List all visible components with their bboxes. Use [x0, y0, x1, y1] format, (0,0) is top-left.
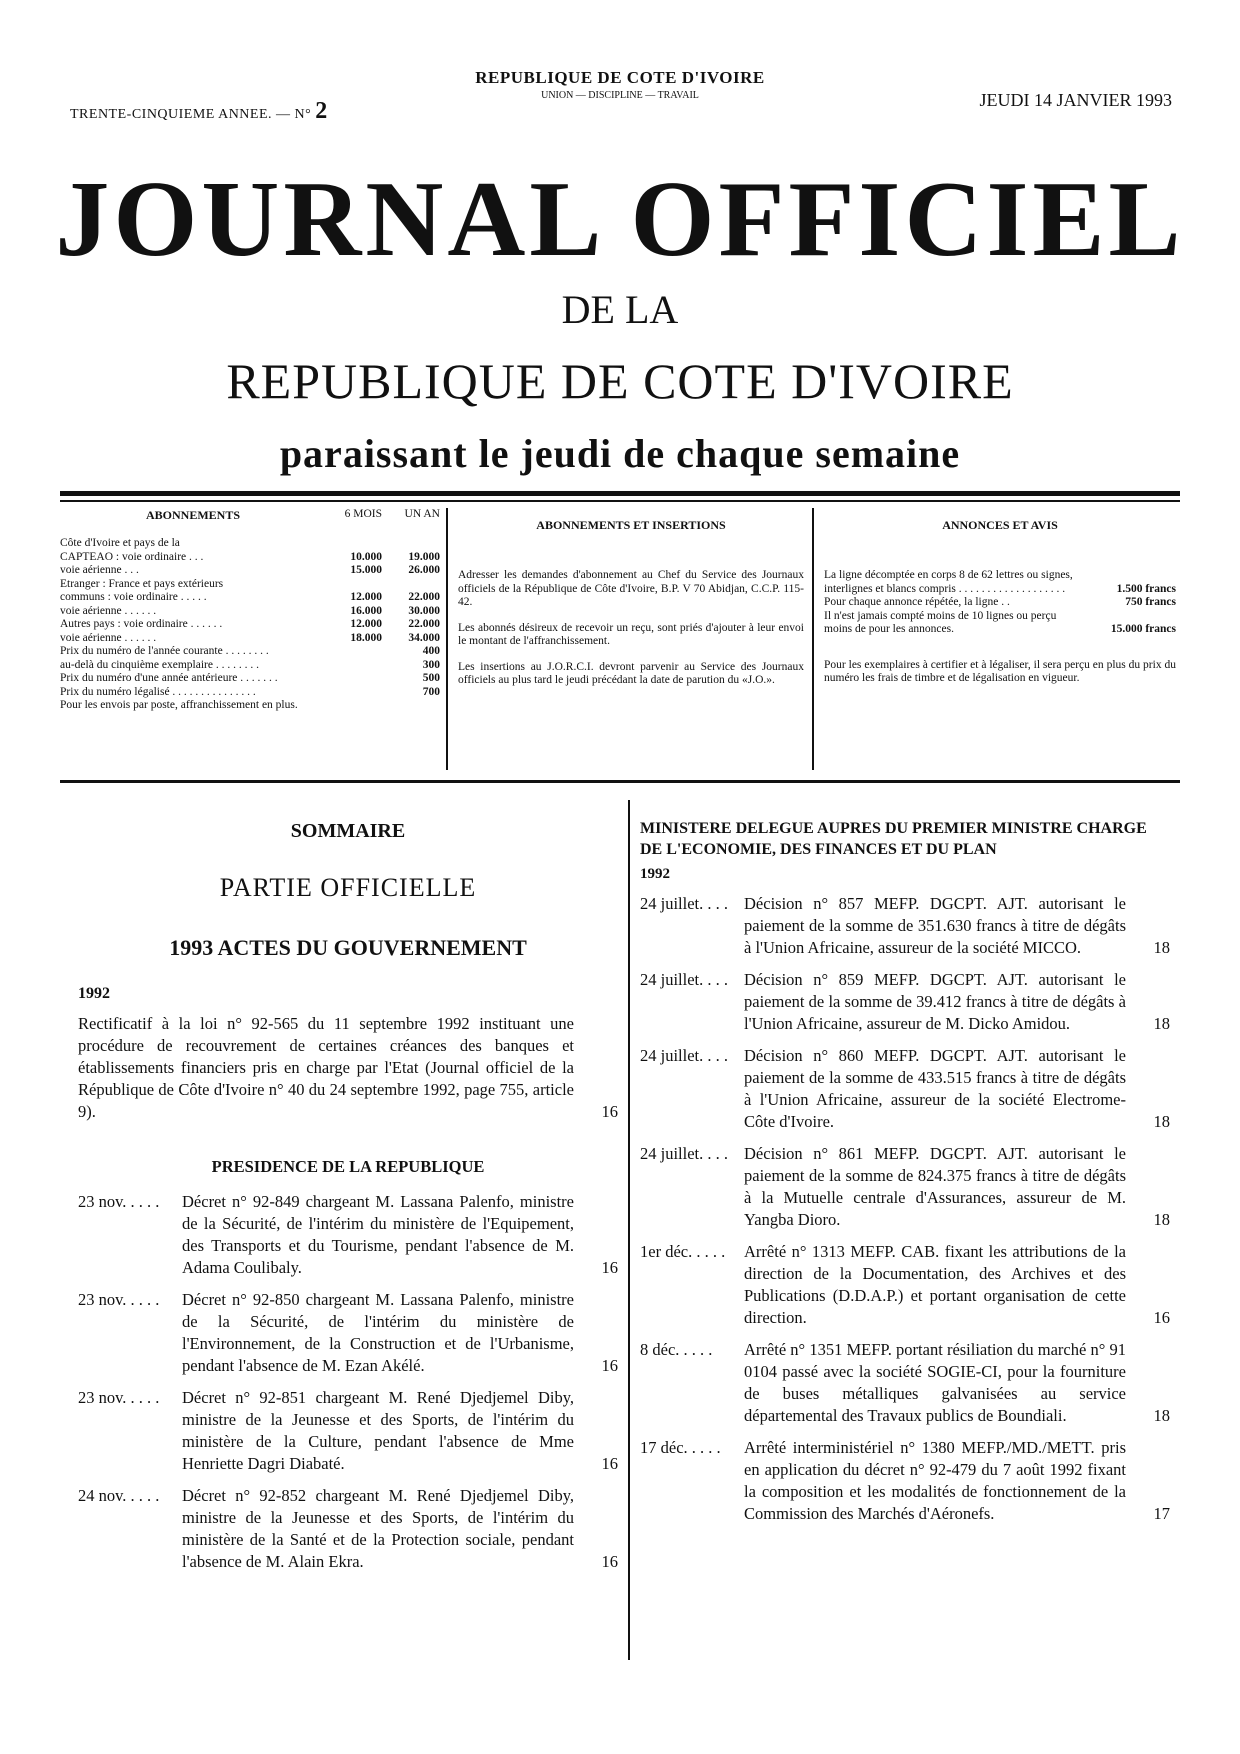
- entry-page: 18: [1153, 1014, 1170, 1033]
- sommaire-entry[interactable]: [640, 1143, 1170, 1231]
- col-6mois: 6 MOIS: [344, 508, 382, 520]
- sommaire-entry[interactable]: [78, 1387, 618, 1475]
- entry-page: 16: [601, 1454, 618, 1473]
- entry-page: 18: [1153, 1210, 1170, 1229]
- sommaire-entry[interactable]: [78, 1191, 618, 1279]
- rectificatif-entry[interactable]: [78, 1013, 618, 1123]
- subscription-row: [60, 605, 440, 619]
- subscription-unan: 300: [422, 658, 440, 671]
- edition-line: [70, 98, 328, 125]
- subscription-unan: 19.000: [408, 550, 440, 563]
- annonce-price: 750 francs: [1125, 596, 1176, 608]
- entry-page: 16: [601, 1356, 618, 1375]
- journal-subtitle-republic: REPUBLIQUE DE COTE D'IVOIRE: [226, 353, 1014, 409]
- republic-header: [440, 68, 800, 101]
- annonce-row: [824, 569, 1176, 596]
- subscription-row: [60, 551, 440, 565]
- entry-date: 23 nov. . . . .: [78, 1388, 160, 1407]
- sommaire-entry[interactable]: [640, 1045, 1170, 1133]
- entry-date: 23 nov. . . . .: [78, 1290, 160, 1309]
- box-divider-1: [446, 508, 448, 770]
- entry-page: 18: [1153, 938, 1170, 957]
- subscription-unan: 22.000: [408, 591, 440, 603]
- subscription-unan: 30.000: [408, 604, 440, 617]
- issue-date: JEUDI 14 JANVIER 1993: [979, 90, 1172, 110]
- annonce-row: [824, 610, 1176, 637]
- entry-date: 23 nov. . . . .: [78, 1192, 160, 1211]
- insertions-box: [458, 518, 804, 688]
- subscription-unan: 700: [422, 685, 440, 698]
- year-label: 1992: [78, 985, 110, 1002]
- subscription-unan: 500: [422, 672, 440, 684]
- journal-tagline: paraissant le jeudi de chaque semaine: [279, 431, 961, 476]
- annonces-heading: ANNONCES ET AVIS: [942, 518, 1058, 532]
- ministry-entries: [640, 893, 1170, 1525]
- annonce-price: 1.500 francs: [1116, 582, 1176, 595]
- sommaire-entry[interactable]: [78, 1485, 618, 1573]
- left-column: [78, 820, 618, 1583]
- entry-text: Décision n° 857 MEFP. DGCPT. AJT. autorisant le paiement de la somme de 351.630 francs à titre de dégâts à l'Union Africaine, assureur de la société MICCO.: [744, 894, 1126, 957]
- insertions-p3: Les insertions au J.O.R.C.I. devront parvenir au Service des Journaux officiels au plus tard le jeudi précédant la date de parution du «J.O.».: [458, 660, 804, 686]
- entry-text: Décret n° 92-852 chargeant M. René Djedjemel Diby, ministre de la Jeunesse et des Sports, de l'intérim du ministère de la Santé et de la Protection sociale, pendant l'absence de M. Alain Ekra.: [182, 1486, 574, 1571]
- sommaire-entry[interactable]: [640, 1437, 1170, 1525]
- subscription-6mois: 12.000: [350, 591, 382, 603]
- subscription-label: au-delà du cinquième exemplaire . . . . . . . .: [60, 658, 259, 671]
- subscription-label: communs : voie ordinaire . . . . .: [60, 591, 207, 603]
- subscription-unan: 34.000: [408, 631, 440, 644]
- entry-page: 16: [1153, 1308, 1170, 1327]
- subscription-6mois: [326, 645, 382, 659]
- annonces-box: [824, 518, 1176, 686]
- subscription-unan: 22.000: [408, 618, 440, 630]
- entry-page: 16: [601, 1258, 618, 1277]
- subscription-label: Autres pays : voie ordinaire . . . . . .: [60, 618, 223, 630]
- subscription-unan: [382, 537, 440, 551]
- subscription-6mois: [326, 537, 382, 551]
- ministry-year: 1992: [640, 866, 670, 882]
- subscription-row: [60, 537, 440, 551]
- sommaire-entry[interactable]: [640, 1339, 1170, 1427]
- masthead-rule-thick: [60, 491, 1180, 496]
- subscription-row: [60, 591, 440, 605]
- subscription-6mois: [326, 578, 382, 592]
- subscription-6mois: [326, 699, 382, 713]
- subscription-row: [60, 618, 440, 632]
- sommaire-heading: SOMMAIRE: [290, 820, 406, 842]
- insertions-p2: Les abonnés désireux de recevoir un reçu, sont priés d'ajouter à leur envoi le montant de l'affranchissement.: [458, 621, 804, 647]
- subscription-label: voie aérienne . . . . . .: [60, 631, 157, 644]
- subscription-label: Pour les envois par poste, affranchissement en plus.: [60, 699, 298, 711]
- annonces-rows: [824, 569, 1176, 637]
- subscriptions-rows: [60, 537, 440, 713]
- annonce-text: Il n'est jamais compté moins de 10 lignes ou perçu moins de pour les annonces.: [824, 609, 1057, 635]
- column-divider: [628, 800, 630, 1660]
- subscription-row: [60, 632, 440, 646]
- insertions-p1: Adresser les demandes d'abonnement au Chef du Service des Journaux officiels de la République de Côte d'Ivoire, B.P. V 70 Abidjan, C.C.P. 115-42.: [458, 569, 804, 608]
- entry-page: 17: [1153, 1504, 1170, 1523]
- annonces-note: Pour les exemplaires à certifier et à légaliser, il sera perçu en plus du prix du numéro les frais de timbre et de légalisation en vigueur.: [824, 658, 1176, 684]
- partie-officielle-heading: PARTIE OFFICIELLE: [219, 873, 477, 902]
- subscription-row: [60, 564, 440, 578]
- rectificatif-page: 16: [601, 1102, 618, 1121]
- subscription-label: Etranger : France et pays extérieurs: [60, 577, 224, 590]
- subscription-unan: 400: [422, 645, 440, 657]
- entry-page: 18: [1153, 1112, 1170, 1131]
- box-bottom-rule: [60, 780, 1180, 783]
- box-divider-2: [812, 508, 814, 770]
- entry-date: 24 juillet. . . .: [640, 1144, 728, 1163]
- subscription-row: [60, 645, 440, 659]
- entry-date: 8 déc. . . . .: [640, 1340, 713, 1359]
- entry-text: Décision n° 861 MEFP. DGCPT. AJT. autorisant le paiement de la somme de 824.375 francs à titre de dégâts à la Mutuelle centrale d'Assurances, assureur de M. Yangba Dioro.: [744, 1144, 1126, 1229]
- subscription-row: [60, 672, 440, 686]
- subscription-6mois: 18.000: [350, 631, 382, 644]
- subscription-label: Prix du numéro de l'année courante . . . . . . . .: [60, 645, 269, 657]
- entry-date: 1er déc. . . . .: [640, 1242, 726, 1261]
- republic-name: REPUBLIQUE DE COTE D'IVOIRE: [475, 68, 765, 87]
- entry-date: 24 juillet. . . .: [640, 970, 728, 989]
- issue-number: 2: [315, 98, 328, 124]
- entry-text: Arrêté interministériel n° 1380 MEFP./MD./METT. pris en application du décret n° 92-479 du 7 août 1992 fixant la composition et les modalités de fonctionnement de la Commission des Marchés d'Aéronefs.: [744, 1438, 1126, 1523]
- subscription-unan: [382, 699, 440, 713]
- subscription-label: Prix du numéro légalisé . . . . . . . . . . . . . . .: [60, 685, 256, 698]
- subscription-6mois: 10.000: [350, 550, 382, 563]
- annonce-text: La ligne décomptée en corps 8 de 62 lettres ou signes, interlignes et blancs compris . . . . . . . . . . . . . . . . . . .: [824, 569, 1073, 595]
- entry-date: 24 juillet. . . .: [640, 894, 728, 913]
- subscription-6mois: 16.000: [350, 604, 382, 617]
- entry-date: 17 déc. . . . .: [640, 1438, 721, 1457]
- annonce-row: [824, 596, 1176, 610]
- sommaire-entry[interactable]: [640, 893, 1170, 959]
- subscription-6mois: [326, 672, 382, 686]
- presidence-entries: [78, 1191, 618, 1573]
- subscription-label: Côte d'Ivoire et pays de la: [60, 537, 180, 549]
- entry-date: 24 juillet. . . .: [640, 1046, 728, 1065]
- sommaire-entry[interactable]: [78, 1289, 618, 1377]
- subscription-row: [60, 699, 440, 713]
- edition-label: TRENTE-CINQUIEME ANNEE. — N°: [70, 107, 312, 122]
- ministry-heading: MINISTERE DELEGUE AUPRES DU PREMIER MINISTRE CHARGE DE L'ECONOMIE, DES FINANCES ET DU PLAN: [640, 820, 1147, 858]
- entry-text: Décision n° 860 MEFP. DGCPT. AJT. autorisant le paiement de la somme de 433.515 francs à titre de dégâts à l'Union Africaine, assureur de la société Electrome-Côte d'Ivoire.: [744, 1046, 1126, 1131]
- col-unan: UN AN: [404, 508, 440, 520]
- subscription-6mois: 12.000: [350, 618, 382, 630]
- rectificatif-text: Rectificatif à la loi n° 92-565 du 11 septembre 1992 instituant une procédure de recouvrement de certaines créances des banques et établissements financiers pris en charge par l'Etat (Journal officiel de la République de Côte d'Ivoire n° 40 du 24 septembre 1992, page 755, article 9).: [78, 1014, 574, 1121]
- entry-page: 16: [601, 1552, 618, 1571]
- subscription-row: [60, 578, 440, 592]
- subscription-label: voie aérienne . . . . . .: [60, 604, 157, 617]
- presidence-heading: PRESIDENCE DE LA REPUBLIQUE: [211, 1157, 485, 1176]
- subscription-row: [60, 686, 440, 700]
- journal-title: JOURNAL OFFICIEL: [55, 160, 1185, 279]
- right-column: [640, 818, 1170, 1535]
- entry-text: Arrêté n° 1313 MEFP. CAB. fixant les attributions de la direction de la Documentation, des Archives et des Publications (D.D.A.P.) et portant organisation de cette direction.: [744, 1242, 1126, 1327]
- subscription-unan: [382, 578, 440, 592]
- entry-text: Arrêté n° 1351 MEFP. portant résiliation du marché n° 91 0104 passé avec la société SOGIE-CI, pour la fourniture de buses métalliques galvanisées au service départemental des Travaux publics de Boundiali.: [744, 1340, 1126, 1425]
- entry-text: Décret n° 92-850 chargeant M. Lassana Palenfo, ministre de la Sécurité, de l'intérim du ministère de l'Environnement, de la Construction et de l'Urbanisme, pendant l'absence de M. Ezan Akélé.: [182, 1290, 574, 1375]
- subscription-unan: 26.000: [408, 564, 440, 576]
- subscriptions-box: [60, 508, 440, 713]
- sommaire-entry[interactable]: [640, 1241, 1170, 1329]
- entry-page: 18: [1153, 1406, 1170, 1425]
- entry-text: Décret n° 92-851 chargeant M. René Djedjemel Diby, ministre de la Jeunesse et des Sports, de l'intérim du ministère de la Culture, pendant l'absence de Mme Henriette Dagri Diabaté.: [182, 1388, 574, 1473]
- subscription-6mois: [326, 659, 382, 673]
- annonce-text: Pour chaque annonce répétée, la ligne . .: [824, 596, 1010, 608]
- subscription-label: CAPTEAO : voie ordinaire . . .: [60, 550, 204, 563]
- subscription-label: voie aérienne . . .: [60, 564, 139, 576]
- masthead-rule-thin: [60, 500, 1180, 502]
- subscription-row: [60, 659, 440, 673]
- journal-subtitle-dela: DE LA: [561, 287, 679, 332]
- subscription-6mois: 15.000: [350, 564, 382, 576]
- entry-date: 24 nov. . . . .: [78, 1486, 160, 1505]
- subscription-label: Prix du numéro d'une année antérieure . . . . . . .: [60, 672, 278, 684]
- entry-text: Décision n° 859 MEFP. DGCPT. AJT. autorisant le paiement de la somme de 39.412 francs à titre de dégâts à l'Union Africaine, assureur de M. Dicko Amidou.: [744, 970, 1126, 1033]
- subscription-6mois: [326, 686, 382, 700]
- annonce-price: 15.000 francs: [1110, 623, 1176, 635]
- subscriptions-heading: ABONNEMENTS: [145, 508, 240, 522]
- sommaire-entry[interactable]: [640, 969, 1170, 1035]
- entry-text: Décret n° 92-849 chargeant M. Lassana Palenfo, ministre de la Sécurité, de l'intérim du ministère de l'Equipement, des Transports et du Tourisme, pendant l'absence de M. Adama Coulibaly.: [182, 1192, 574, 1277]
- national-motto: UNION — DISCIPLINE — TRAVAIL: [541, 90, 699, 101]
- subscriptions-header: [60, 508, 440, 523]
- insertions-heading: ABONNEMENTS ET INSERTIONS: [536, 518, 726, 532]
- actes-heading: 1993 ACTES DU GOUVERNEMENT: [169, 935, 527, 960]
